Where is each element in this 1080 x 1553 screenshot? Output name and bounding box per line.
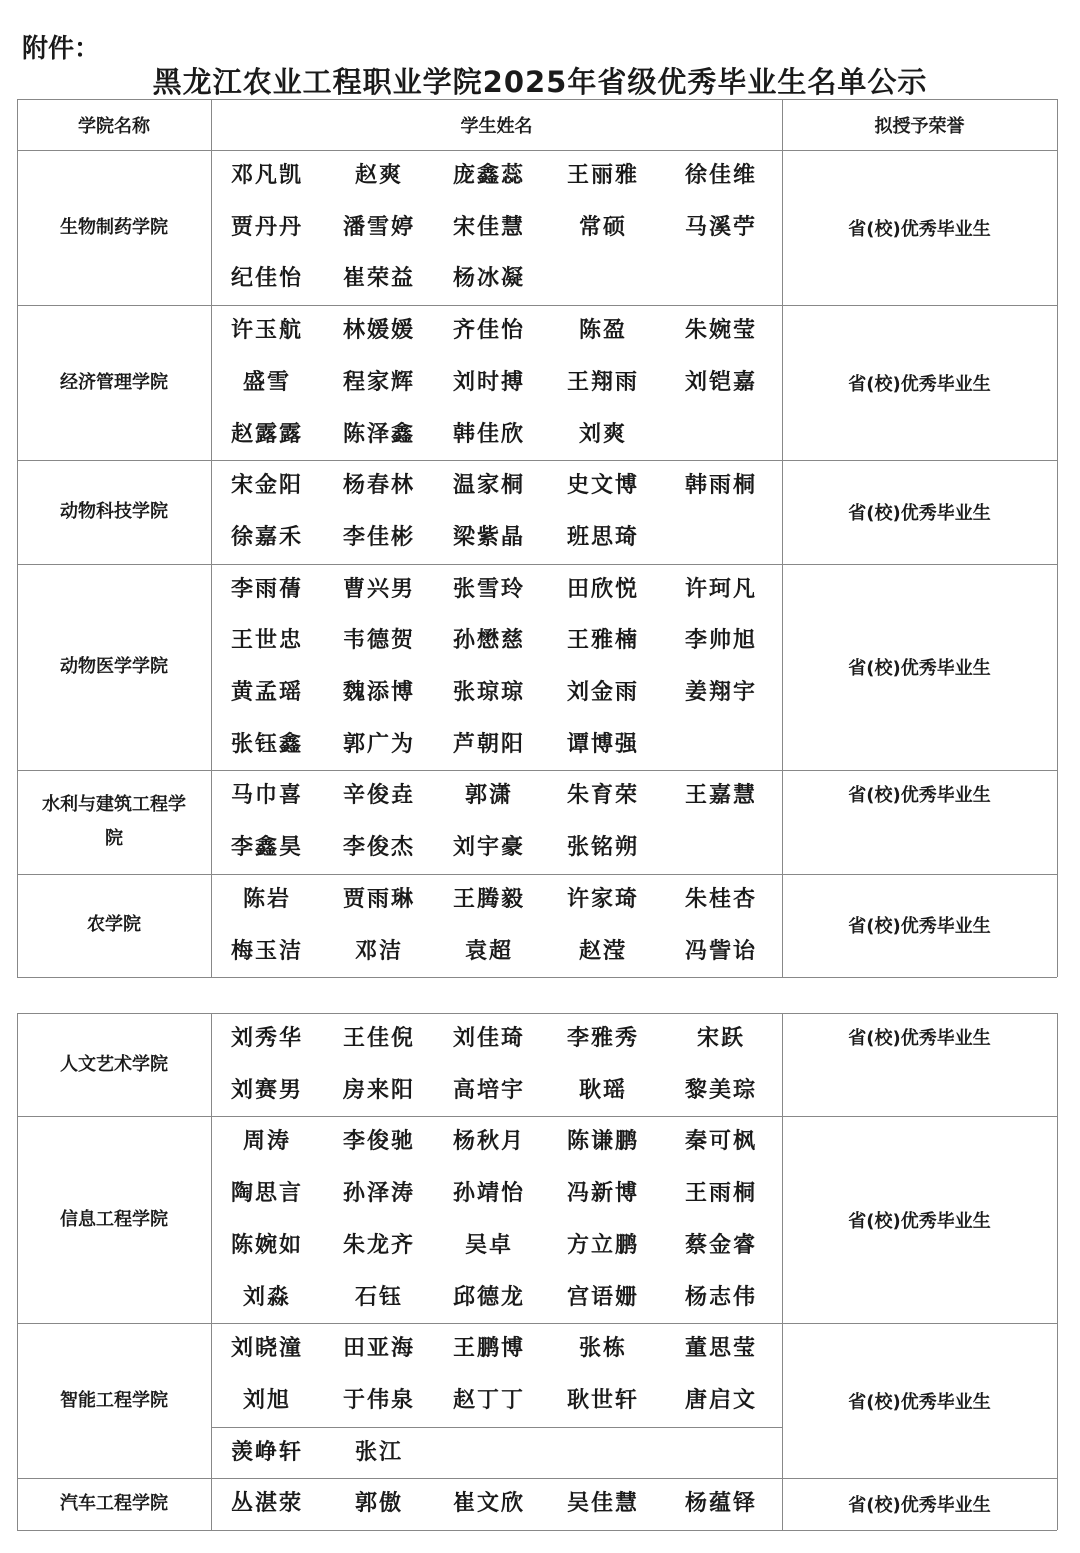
student-name: 王世忠: [230, 628, 303, 654]
student-name: 朱龙齐: [342, 1232, 415, 1258]
student-name: 林媛媛: [342, 318, 415, 344]
student-name: 周涛: [242, 1129, 291, 1155]
student-name: 刘晓潼: [230, 1336, 303, 1362]
student-name: 杨春林: [342, 473, 415, 499]
student-name: 许珂凡: [684, 576, 757, 602]
college-label: 人文艺术学院: [60, 1053, 168, 1075]
student-name: 李佳彬: [342, 524, 415, 550]
student-name: 李俊驰: [342, 1129, 415, 1155]
student-name: 高培宇: [452, 1077, 525, 1103]
college-name: [17, 1323, 211, 1478]
student-name: 冯新博: [566, 1181, 639, 1207]
student-name: 刘爽: [578, 421, 627, 447]
honor-label: 省(校)优秀毕业生: [848, 218, 991, 240]
honor-label: 省(校)优秀毕业生: [848, 373, 991, 395]
student-name: 宫语姗: [566, 1284, 639, 1310]
student-name: 冯訾诒: [684, 938, 757, 964]
table-border: [17, 1013, 1057, 1014]
student-name: 黄孟瑶: [230, 680, 303, 705]
student-name: 辛俊垚: [342, 783, 415, 809]
student-name: 史文博: [566, 473, 639, 499]
student-name: 程家辉: [342, 369, 415, 395]
student-name: 宋佳慧: [452, 214, 525, 240]
student-name: 蔡金睿: [684, 1232, 757, 1258]
student-name: 耿瑶: [578, 1077, 627, 1103]
student-name: 潘雪婷: [342, 214, 415, 240]
student-name: 魏添博: [342, 680, 415, 705]
student-name: 田亚海: [342, 1336, 415, 1362]
table-border: [17, 1013, 18, 1530]
student-name: 王佳倪: [342, 1026, 415, 1051]
student-name: 贾雨琳: [342, 886, 415, 912]
student-name: 张铭朔: [566, 835, 639, 861]
student-name: 马溪苧: [684, 214, 757, 240]
student-name: 宋金阳: [230, 473, 303, 499]
student-name: 刘金雨: [566, 680, 639, 705]
student-name: 朱婉莹: [684, 318, 757, 344]
table-border: [1057, 99, 1058, 977]
student-name: 王翔雨: [566, 369, 639, 395]
college-label: 生物制药学院: [60, 216, 168, 238]
student-name: 贾丹丹: [230, 214, 303, 240]
student-name: 梁紫晶: [452, 524, 525, 550]
student-name: 芦朝阳: [452, 731, 525, 757]
student-name: 梅玉洁: [230, 938, 303, 964]
student-name: 孙懋慈: [452, 628, 525, 654]
student-name: 刘旭: [242, 1387, 291, 1413]
student-name: 盛雪: [242, 369, 291, 395]
college-name: [17, 874, 211, 977]
student-name: 王雨桐: [684, 1181, 757, 1207]
student-name: 孙泽涛: [342, 1181, 415, 1207]
table-border: [17, 99, 18, 977]
college-name: [17, 564, 211, 771]
college-name: [17, 1116, 211, 1323]
student-name: 张琼琼: [452, 680, 525, 705]
student-name: 李雨蒨: [230, 576, 303, 602]
student-name: 刘佳琦: [452, 1026, 525, 1051]
student-name: 陈泽鑫: [342, 421, 415, 447]
document-title: 黑龙江农业工程职业学院2025年省级优秀毕业生名单公示: [152, 65, 928, 99]
student-name: 方立鹏: [566, 1232, 639, 1258]
student-name: 董思莹: [684, 1336, 757, 1362]
student-name: 徐佳维: [684, 163, 757, 188]
student-name: 丛湛荥: [230, 1491, 303, 1517]
student-name: 邱德龙: [452, 1284, 525, 1310]
student-name: 刘宇豪: [452, 835, 525, 861]
student-name: 齐佳怡: [452, 318, 525, 344]
honor-label: 省(校)优秀毕业生: [848, 916, 991, 938]
student-name: 王雅楠: [566, 628, 639, 654]
student-name: 宋跃: [696, 1026, 745, 1051]
student-name: 杨志伟: [684, 1284, 757, 1310]
student-name: 郭广为: [342, 731, 415, 757]
student-name: 刘铠嘉: [684, 369, 757, 395]
student-name: 邓洁: [354, 938, 403, 964]
table-border: [782, 1013, 783, 1530]
student-name: 李雅秀: [566, 1026, 639, 1051]
student-name: 常硕: [578, 214, 627, 240]
student-name: 赵滢: [578, 938, 627, 964]
student-name: 马巾喜: [230, 783, 303, 809]
student-name: 刘淼: [242, 1284, 291, 1310]
college-name: [17, 150, 211, 305]
student-name: 庞鑫蕊: [452, 163, 525, 188]
student-name: 纪佳怡: [230, 266, 303, 292]
college-label: 智能工程学院: [60, 1389, 168, 1411]
student-name: 崔荣益: [342, 266, 415, 292]
college-name: [17, 305, 211, 460]
honor-label: 省(校)优秀毕业生: [848, 1028, 991, 1049]
student-name: 王丽雅: [566, 163, 639, 188]
student-name: 黎美琮: [684, 1077, 757, 1103]
college-label: 信息工程学院: [60, 1208, 168, 1230]
student-name: 陶思言: [230, 1181, 303, 1207]
student-name: 孙靖怡: [452, 1181, 525, 1207]
college-label: 动物医学学院: [60, 655, 168, 677]
divider: [211, 1427, 782, 1428]
college-label: 农学院: [87, 914, 141, 936]
honor-label: 省(校)优秀毕业生: [848, 1495, 991, 1517]
college-name: [17, 1013, 211, 1116]
honor-label: 省(校)优秀毕业生: [848, 1391, 991, 1413]
student-name: 邓凡凯: [230, 163, 303, 188]
student-name: 韦德贺: [342, 628, 415, 654]
student-name: 赵露露: [230, 421, 303, 447]
student-name: 韩佳欣: [452, 421, 525, 447]
table-border: [211, 99, 212, 977]
student-name: 石钰: [354, 1284, 403, 1310]
student-name: 袁超: [464, 938, 513, 964]
table-border: [1057, 1013, 1058, 1530]
student-name: 陈婉如: [230, 1232, 303, 1258]
student-name: 谭博强: [566, 731, 639, 757]
student-name: 刘赛男: [230, 1077, 303, 1103]
student-name: 刘秀华: [230, 1026, 303, 1051]
student-name: 房来阳: [342, 1077, 415, 1103]
student-name: 张雪玲: [452, 576, 525, 602]
college-name: [17, 770, 211, 873]
honor-label: 省(校)优秀毕业生: [848, 657, 991, 679]
student-name: 朱育荣: [566, 783, 639, 809]
college-label: 经济管理学院: [60, 371, 168, 393]
student-name: 班思琦: [566, 524, 639, 550]
student-name: 赵爽: [354, 163, 403, 188]
honor-label: 省(校)优秀毕业生: [848, 502, 991, 524]
student-name: 王腾毅: [452, 886, 525, 912]
college-label: 水利与建筑工程学院: [42, 794, 186, 850]
student-name: 朱桂杏: [684, 886, 757, 912]
table-border: [782, 99, 783, 977]
student-name: 杨秋月: [452, 1129, 525, 1155]
student-name: 陈岩: [242, 886, 291, 912]
student-name: 李俊杰: [342, 835, 415, 861]
honor-label: 省(校)优秀毕业生: [848, 785, 991, 807]
student-name: 陈盈: [578, 318, 627, 344]
student-name: 张钰鑫: [230, 731, 303, 757]
student-name: 秦可枫: [684, 1129, 757, 1155]
student-name: 徐嘉禾: [230, 524, 303, 550]
student-name: 杨蕴铎: [684, 1491, 757, 1517]
student-name: 赵丁丁: [452, 1387, 525, 1413]
student-name: 曹兴男: [342, 576, 415, 602]
student-name: 郭潇: [464, 783, 513, 809]
student-name: 于伟泉: [342, 1387, 415, 1413]
honor-label: 省(校)优秀毕业生: [848, 1210, 991, 1232]
student-name: 郭傲: [354, 1491, 403, 1517]
student-name: 唐启文: [684, 1387, 757, 1413]
student-name: 温家桐: [452, 473, 525, 499]
student-name: 吴卓: [464, 1232, 513, 1258]
table-border: [211, 1013, 212, 1530]
table-border: [17, 99, 1057, 100]
student-name: 许家琦: [566, 886, 639, 912]
student-name: 王鹏博: [452, 1336, 525, 1362]
student-name: 李鑫昊: [230, 835, 303, 861]
attachment-label: 附件：: [22, 34, 101, 64]
student-name: 耿世轩: [566, 1387, 639, 1413]
student-name: 田欣悦: [566, 576, 639, 602]
student-name: 羡峥轩: [230, 1439, 303, 1465]
college-name: [17, 460, 211, 563]
header-students: 学生姓名: [460, 115, 533, 137]
student-name: 李帅旭: [684, 628, 757, 654]
college-name: [17, 1478, 211, 1530]
student-name: 崔文欣: [452, 1491, 525, 1517]
header-honor: 拟授予荣誉: [874, 115, 965, 137]
divider: [17, 977, 1057, 978]
student-name: 张江: [354, 1439, 403, 1465]
student-name: 刘时搏: [452, 369, 525, 395]
college-label: 汽车工程学院: [60, 1493, 168, 1515]
student-name: 许玉航: [230, 318, 303, 344]
student-name: 杨冰凝: [452, 266, 525, 292]
student-name: 姜翔宇: [684, 680, 757, 705]
header-college: 学院名称: [78, 115, 150, 137]
divider: [17, 1530, 1057, 1531]
student-name: 吴佳慧: [566, 1491, 639, 1517]
student-name: 王嘉慧: [684, 783, 757, 809]
student-name: 陈谦鹏: [566, 1129, 639, 1155]
student-name: 张栋: [578, 1336, 627, 1362]
student-name: 韩雨桐: [684, 473, 757, 499]
college-label: 动物科技学院: [60, 500, 168, 522]
